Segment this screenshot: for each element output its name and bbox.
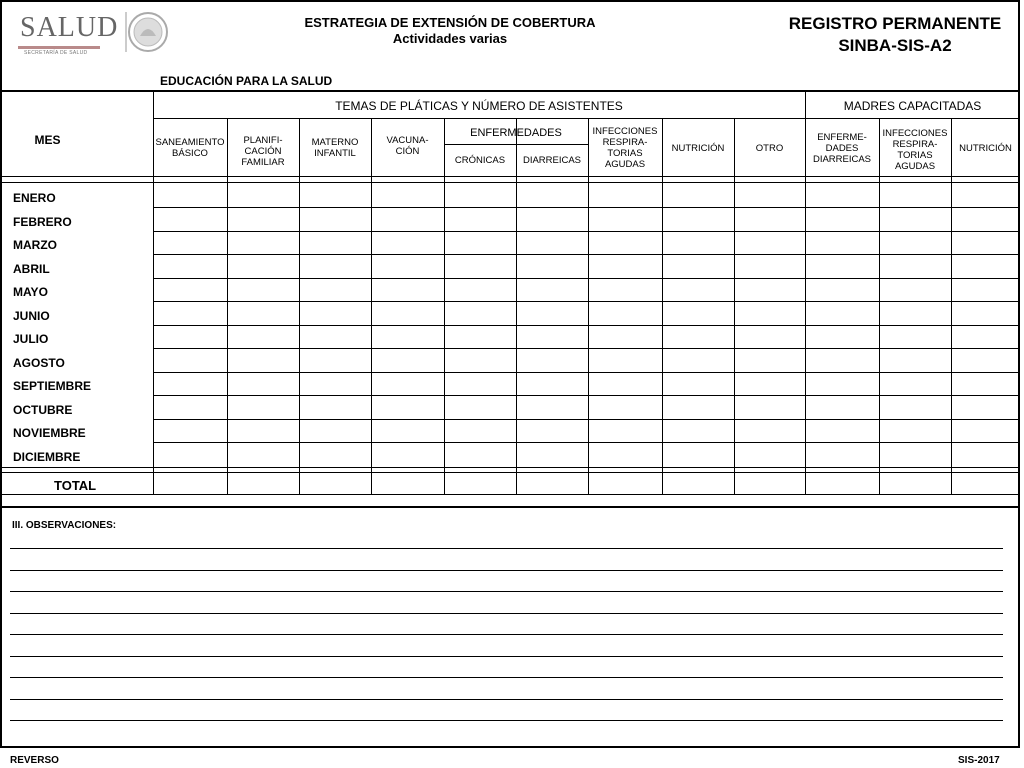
rule-table-end (0, 506, 1020, 508)
row-rule (153, 395, 1020, 396)
logo-subtitle: SECRETARÍA DE SALUD (24, 50, 88, 56)
col-madres-ira-l2: RESPIRA- (892, 139, 938, 150)
temas-header: TEMAS DE PLÁTICAS Y NÚMERO DE ASISTENTES (335, 99, 623, 113)
col-vacunacion-l2: CIÓN (395, 146, 420, 157)
col-vacunacion (371, 135, 444, 157)
salud-logo (8, 10, 119, 56)
strategy-title: ESTRATEGIA DE EXTENSIÓN DE COBERTURA (304, 15, 596, 30)
col-diarreicas: DIARREICAS (522, 155, 582, 166)
col-rule (227, 119, 228, 495)
col-materno-l2: INFANTIL (314, 148, 356, 159)
observation-line[interactable] (10, 634, 1003, 635)
col-madres-enfermedades-l1: ENFERME- (817, 132, 867, 143)
strategy-subtitle: Actividades varias (392, 31, 508, 46)
observation-line[interactable] (10, 656, 1003, 657)
header-right (770, 13, 1020, 57)
col-rule (662, 119, 663, 495)
col-madres-enfermedades-l3: DIARREICAS (812, 154, 872, 165)
observation-line[interactable] (10, 677, 1003, 678)
observation-line[interactable] (10, 699, 1003, 700)
logo-underline (18, 46, 100, 49)
observation-line[interactable] (10, 570, 1003, 571)
month-label: JUNIO (13, 308, 50, 323)
row-rule (153, 348, 1020, 349)
col-rule (734, 119, 735, 495)
month-label: OCTUBRE (13, 402, 73, 417)
col-madres-ira-l3: TORIAS (897, 150, 933, 161)
col-rule (588, 119, 589, 495)
logo-word: SALUD (20, 12, 119, 43)
section-title: EDUCACIÓN PARA LA SALUD (160, 74, 333, 88)
row-rule (153, 207, 1020, 208)
col-saneamiento: SANEAMIENTO BÁSICO (155, 137, 225, 159)
row-rule (153, 372, 1020, 373)
row-rule (153, 442, 1020, 443)
row-rule (153, 419, 1020, 420)
month-label: NOVIEMBRE (13, 426, 86, 440)
month-label: JULIO (13, 332, 49, 346)
observation-line[interactable] (10, 613, 1003, 614)
col-rule (371, 119, 372, 495)
total-label: TOTAL (54, 478, 97, 493)
col-planificacion-l3: FAMILIAR (241, 157, 285, 168)
col-ira-l2: RESPIRA- (602, 137, 648, 148)
col-rule (444, 119, 445, 495)
month-label: AGOSTO (13, 355, 65, 370)
col-cronicas: CRÓNICAS (454, 155, 506, 166)
col-ira-l4: AGUDAS (604, 159, 646, 170)
observation-line[interactable] (10, 548, 1003, 549)
col-planificacion-l2: CACIÓN (244, 146, 282, 157)
row-rule (153, 254, 1020, 255)
madres-header: MADRES CAPACITADAS (843, 99, 982, 113)
col-madres-ira-l4: AGUDAS (894, 161, 936, 172)
col-madres-nutricion: NUTRICIÓN (959, 143, 1012, 154)
month-label: MARZO (13, 238, 57, 252)
col-ira-l1: INFECCIONES (592, 126, 658, 137)
rule-temas-bottom (153, 118, 1020, 119)
footer-code: SIS-2017 (958, 755, 1000, 766)
registry-title: REGISTRO PERMANENTE (788, 14, 1002, 33)
col-nutricion: NUTRICIÓN (671, 143, 725, 154)
mes-header: MES (34, 133, 61, 147)
col-planificacion-l1: PLANIFI- (243, 135, 283, 146)
row-rule (153, 231, 1020, 232)
footer-reverso: REVERSO (10, 755, 59, 766)
col-rule (299, 119, 300, 495)
col-ira-l3: TORIAS (607, 148, 643, 159)
col-ira (588, 126, 662, 170)
month-label: DICIEMBRE (13, 449, 81, 464)
month-label: MAYO (13, 285, 48, 299)
col-vacunacion-l1: VACUNA- (386, 135, 429, 146)
col-madres-enfermedades (805, 132, 879, 165)
month-label: SEPTIEMBRE (13, 379, 92, 393)
national-seal-icon (122, 10, 170, 54)
form-code: SINBA-SIS-A2 (838, 36, 952, 55)
col-otro: OTRO (755, 143, 784, 154)
observation-line[interactable] (10, 591, 1003, 592)
col-madres-ira (879, 128, 951, 172)
col-rule (879, 119, 880, 495)
header-center (200, 15, 700, 47)
col-rule (951, 119, 952, 495)
month-label: ENERO (13, 191, 56, 205)
observaciones-label: III. OBSERVACIONES: (12, 520, 117, 531)
month-label: FEBRERO (13, 214, 72, 229)
row-rule (153, 278, 1020, 279)
col-materno-l1: MATERNO (311, 137, 359, 148)
month-label: ABRIL (13, 261, 50, 276)
col-planificacion (227, 135, 299, 168)
observation-line[interactable] (10, 720, 1003, 721)
col-materno (299, 137, 371, 159)
row-rule (153, 325, 1020, 326)
col-madres-ira-l1: INFECCIONES (882, 128, 948, 139)
enfermedades-header: ENFERMEDADES (470, 127, 562, 139)
row-rule (153, 301, 1020, 302)
col-madres-enfermedades-l2: DADES (825, 143, 859, 154)
